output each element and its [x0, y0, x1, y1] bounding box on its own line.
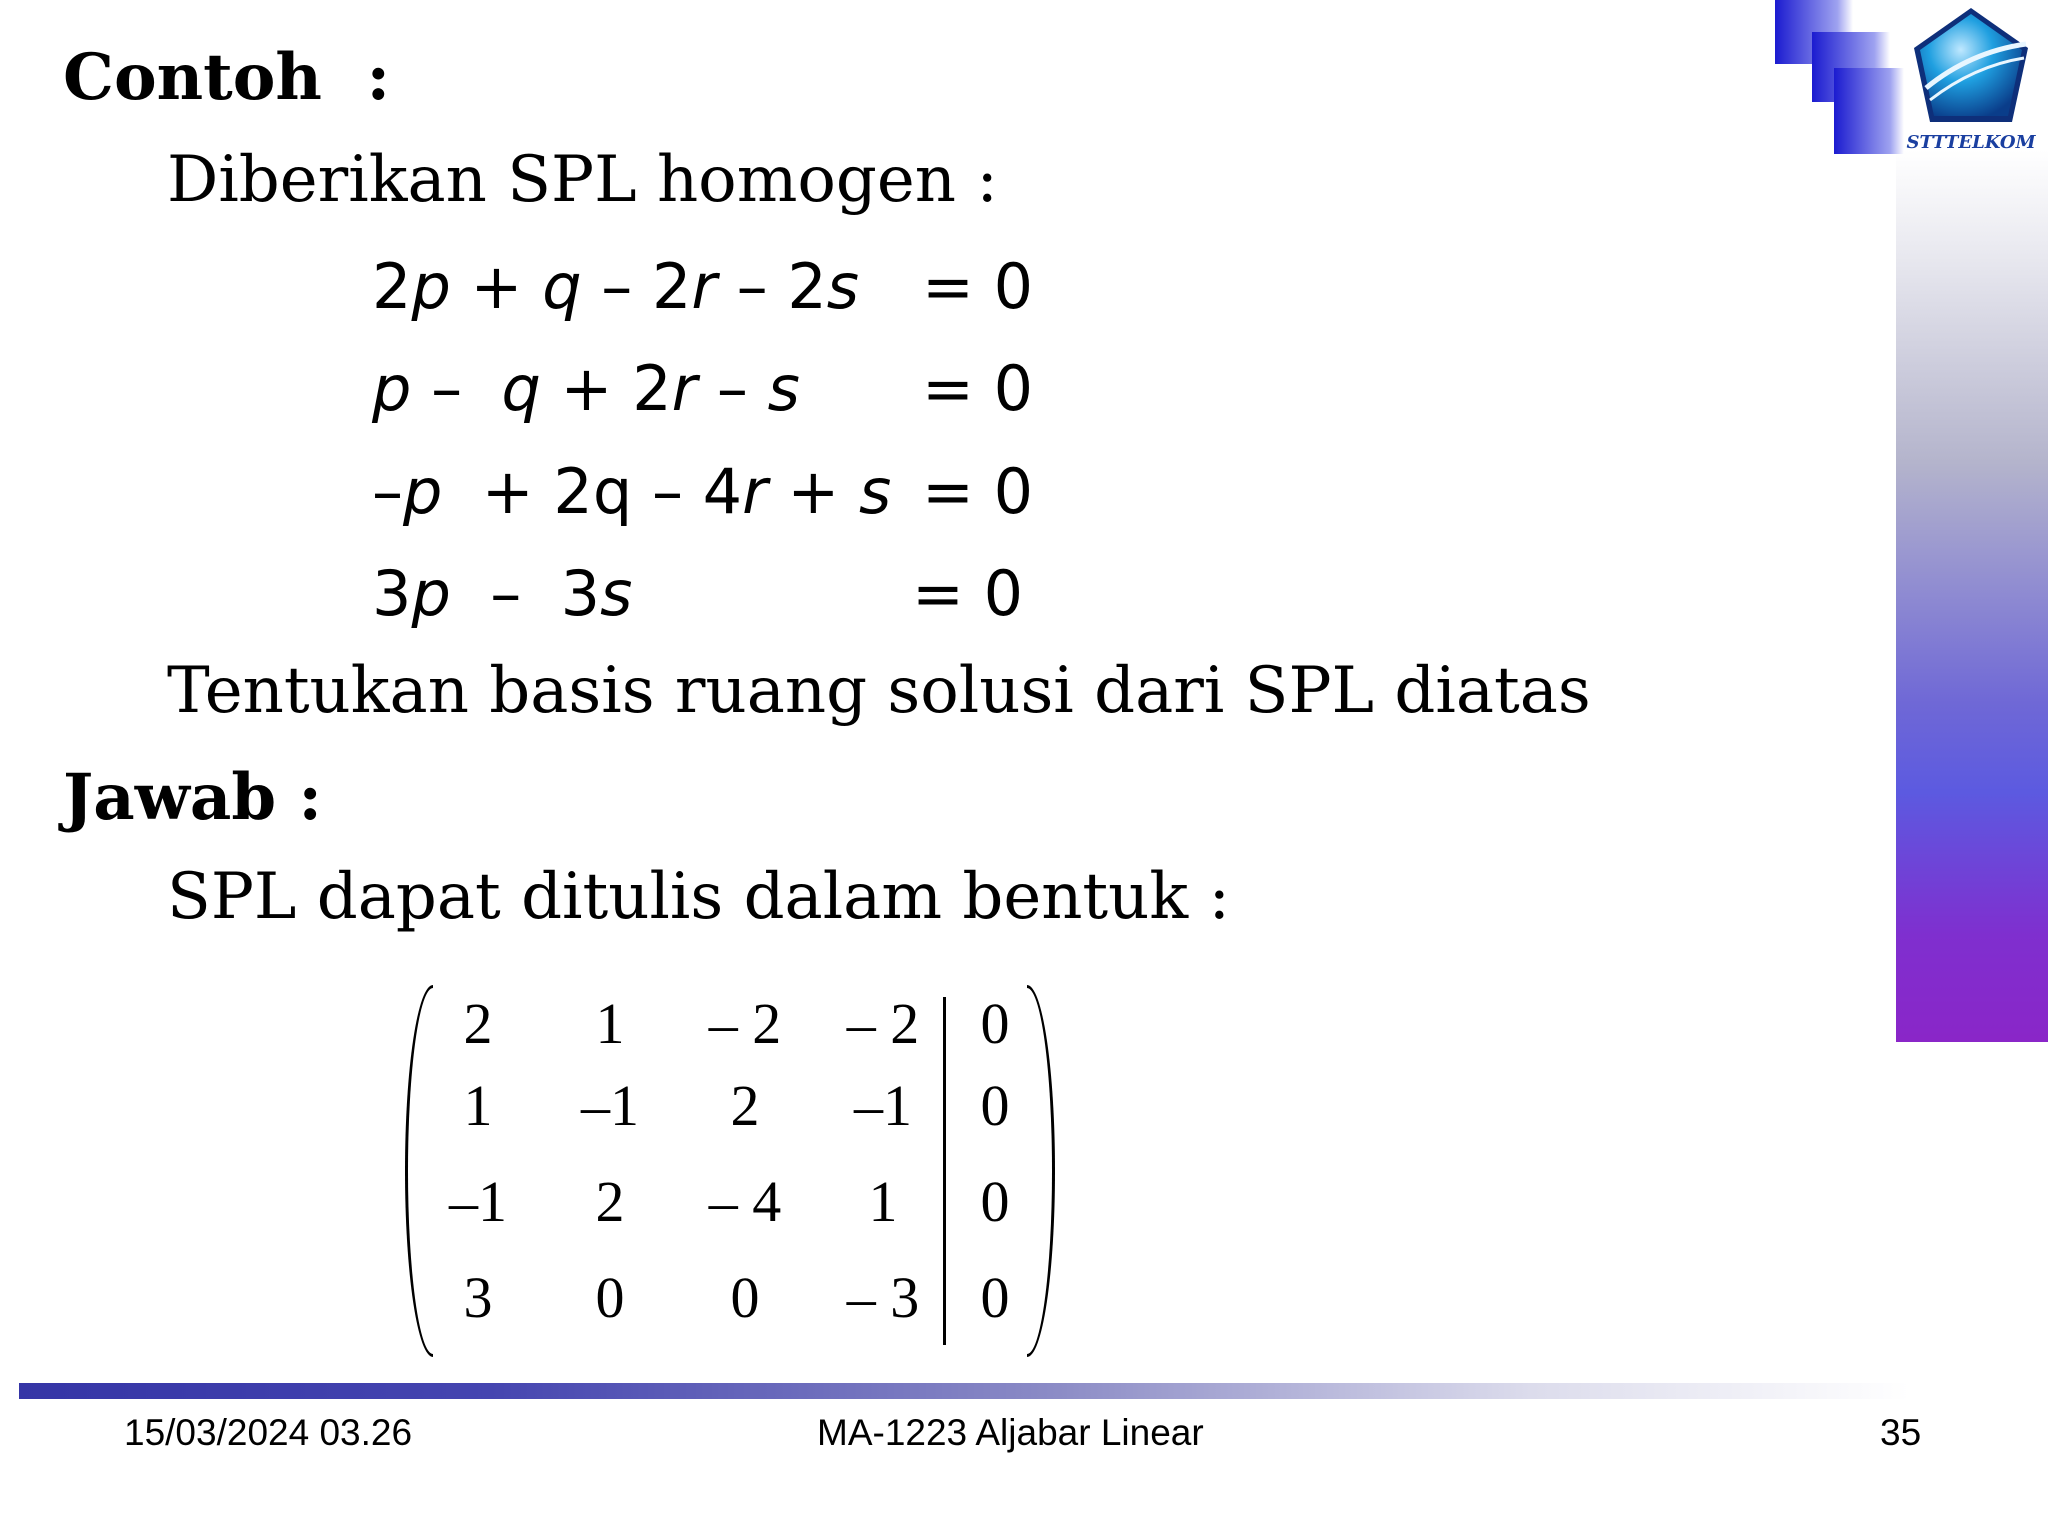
footer-datetime: 15/03/2024 03.26: [124, 1412, 413, 1453]
side-gradient-bar: [1896, 150, 2048, 1042]
variable: q: [542, 250, 582, 323]
matrix-cell: 2: [463, 991, 493, 1056]
sttelkom-logo: [1900, 0, 2042, 156]
intro-text: Diberikan SPL homogen :: [167, 143, 998, 217]
matrix-cell: –1: [854, 1073, 912, 1138]
matrix-cell: – 4: [708, 1169, 782, 1234]
task-text: Tentukan basis ruang solusi dari SPL diatas: [167, 654, 1591, 728]
variable: p: [403, 455, 443, 528]
equation-rhs: = 0: [912, 557, 1024, 630]
matrix-cell: 0: [730, 1265, 760, 1330]
corner-decoration: [1834, 68, 1904, 154]
matrix-cell: 0: [595, 1265, 625, 1330]
equation-lhs: [372, 455, 891, 528]
equation-term: +: [450, 250, 543, 323]
equation-term: – 2: [581, 250, 692, 323]
variable: s: [826, 250, 860, 323]
footer-rule: [19, 1383, 1909, 1399]
matrix-cell: – 3: [846, 1265, 920, 1330]
variable: s: [858, 455, 892, 528]
equation-lhs: [372, 250, 859, 323]
equation-rhs: = 0: [922, 352, 1034, 425]
matrix-cell: 1: [595, 991, 625, 1056]
equation-term: + 2q – 4: [442, 455, 743, 528]
variable: p: [411, 250, 451, 323]
equation-rhs: = 0: [922, 250, 1034, 323]
equation-term: –: [411, 352, 502, 425]
logo-text: STTTELKOM: [1906, 132, 2036, 153]
equation-term: –: [697, 352, 768, 425]
variable: s: [600, 557, 633, 630]
equation-lhs: [372, 557, 632, 630]
augmented-matrix: [405, 985, 1055, 1360]
matrix-cell: – 2: [708, 991, 782, 1056]
matrix-cell: 1: [868, 1169, 898, 1234]
footer-course: MA-1223 Aljabar Linear: [817, 1412, 1204, 1453]
variable: p: [372, 352, 412, 425]
equation-3: [372, 455, 1032, 535]
variable: r: [742, 455, 768, 528]
matrix-cell: – 2: [846, 991, 920, 1056]
matrix-cell: 0: [980, 991, 1010, 1056]
matrix-cell: –1: [449, 1169, 507, 1234]
equation-term: – 3: [450, 557, 601, 630]
heading-contoh: Contoh :: [63, 40, 391, 115]
footer-page-number: 35: [1880, 1412, 1922, 1453]
variable: q: [501, 352, 541, 425]
answer-intro-text: SPL dapat ditulis dalam bentuk :: [167, 860, 1231, 934]
matrix-cell: 0: [980, 1169, 1010, 1234]
heading-jawab: Jawab :: [63, 760, 322, 835]
equation-rhs: = 0: [922, 455, 1034, 528]
matrix-cell: 1: [463, 1073, 493, 1138]
equation-4: [372, 557, 1032, 637]
matrix-cell: 0: [980, 1265, 1010, 1330]
equation-term: –: [372, 455, 403, 528]
equation-lhs: [372, 352, 800, 425]
matrix-cell: 3: [463, 1265, 493, 1330]
equation-1: [372, 250, 1032, 330]
matrix-cell: 2: [730, 1073, 760, 1138]
equation-term: +: [767, 455, 859, 528]
equation-term: 2: [372, 250, 412, 323]
matrix-cell: –1: [581, 1073, 639, 1138]
equation-term: – 2: [716, 250, 827, 323]
variable: r: [671, 352, 698, 425]
variable: s: [767, 352, 800, 425]
matrix-cell: 0: [980, 1073, 1010, 1138]
equation-2: [372, 352, 1032, 432]
matrix-cell: 2: [595, 1169, 625, 1234]
equation-term: 3: [372, 557, 412, 630]
variable: r: [691, 250, 717, 323]
variable: p: [411, 557, 451, 630]
equation-term: + 2: [540, 352, 672, 425]
